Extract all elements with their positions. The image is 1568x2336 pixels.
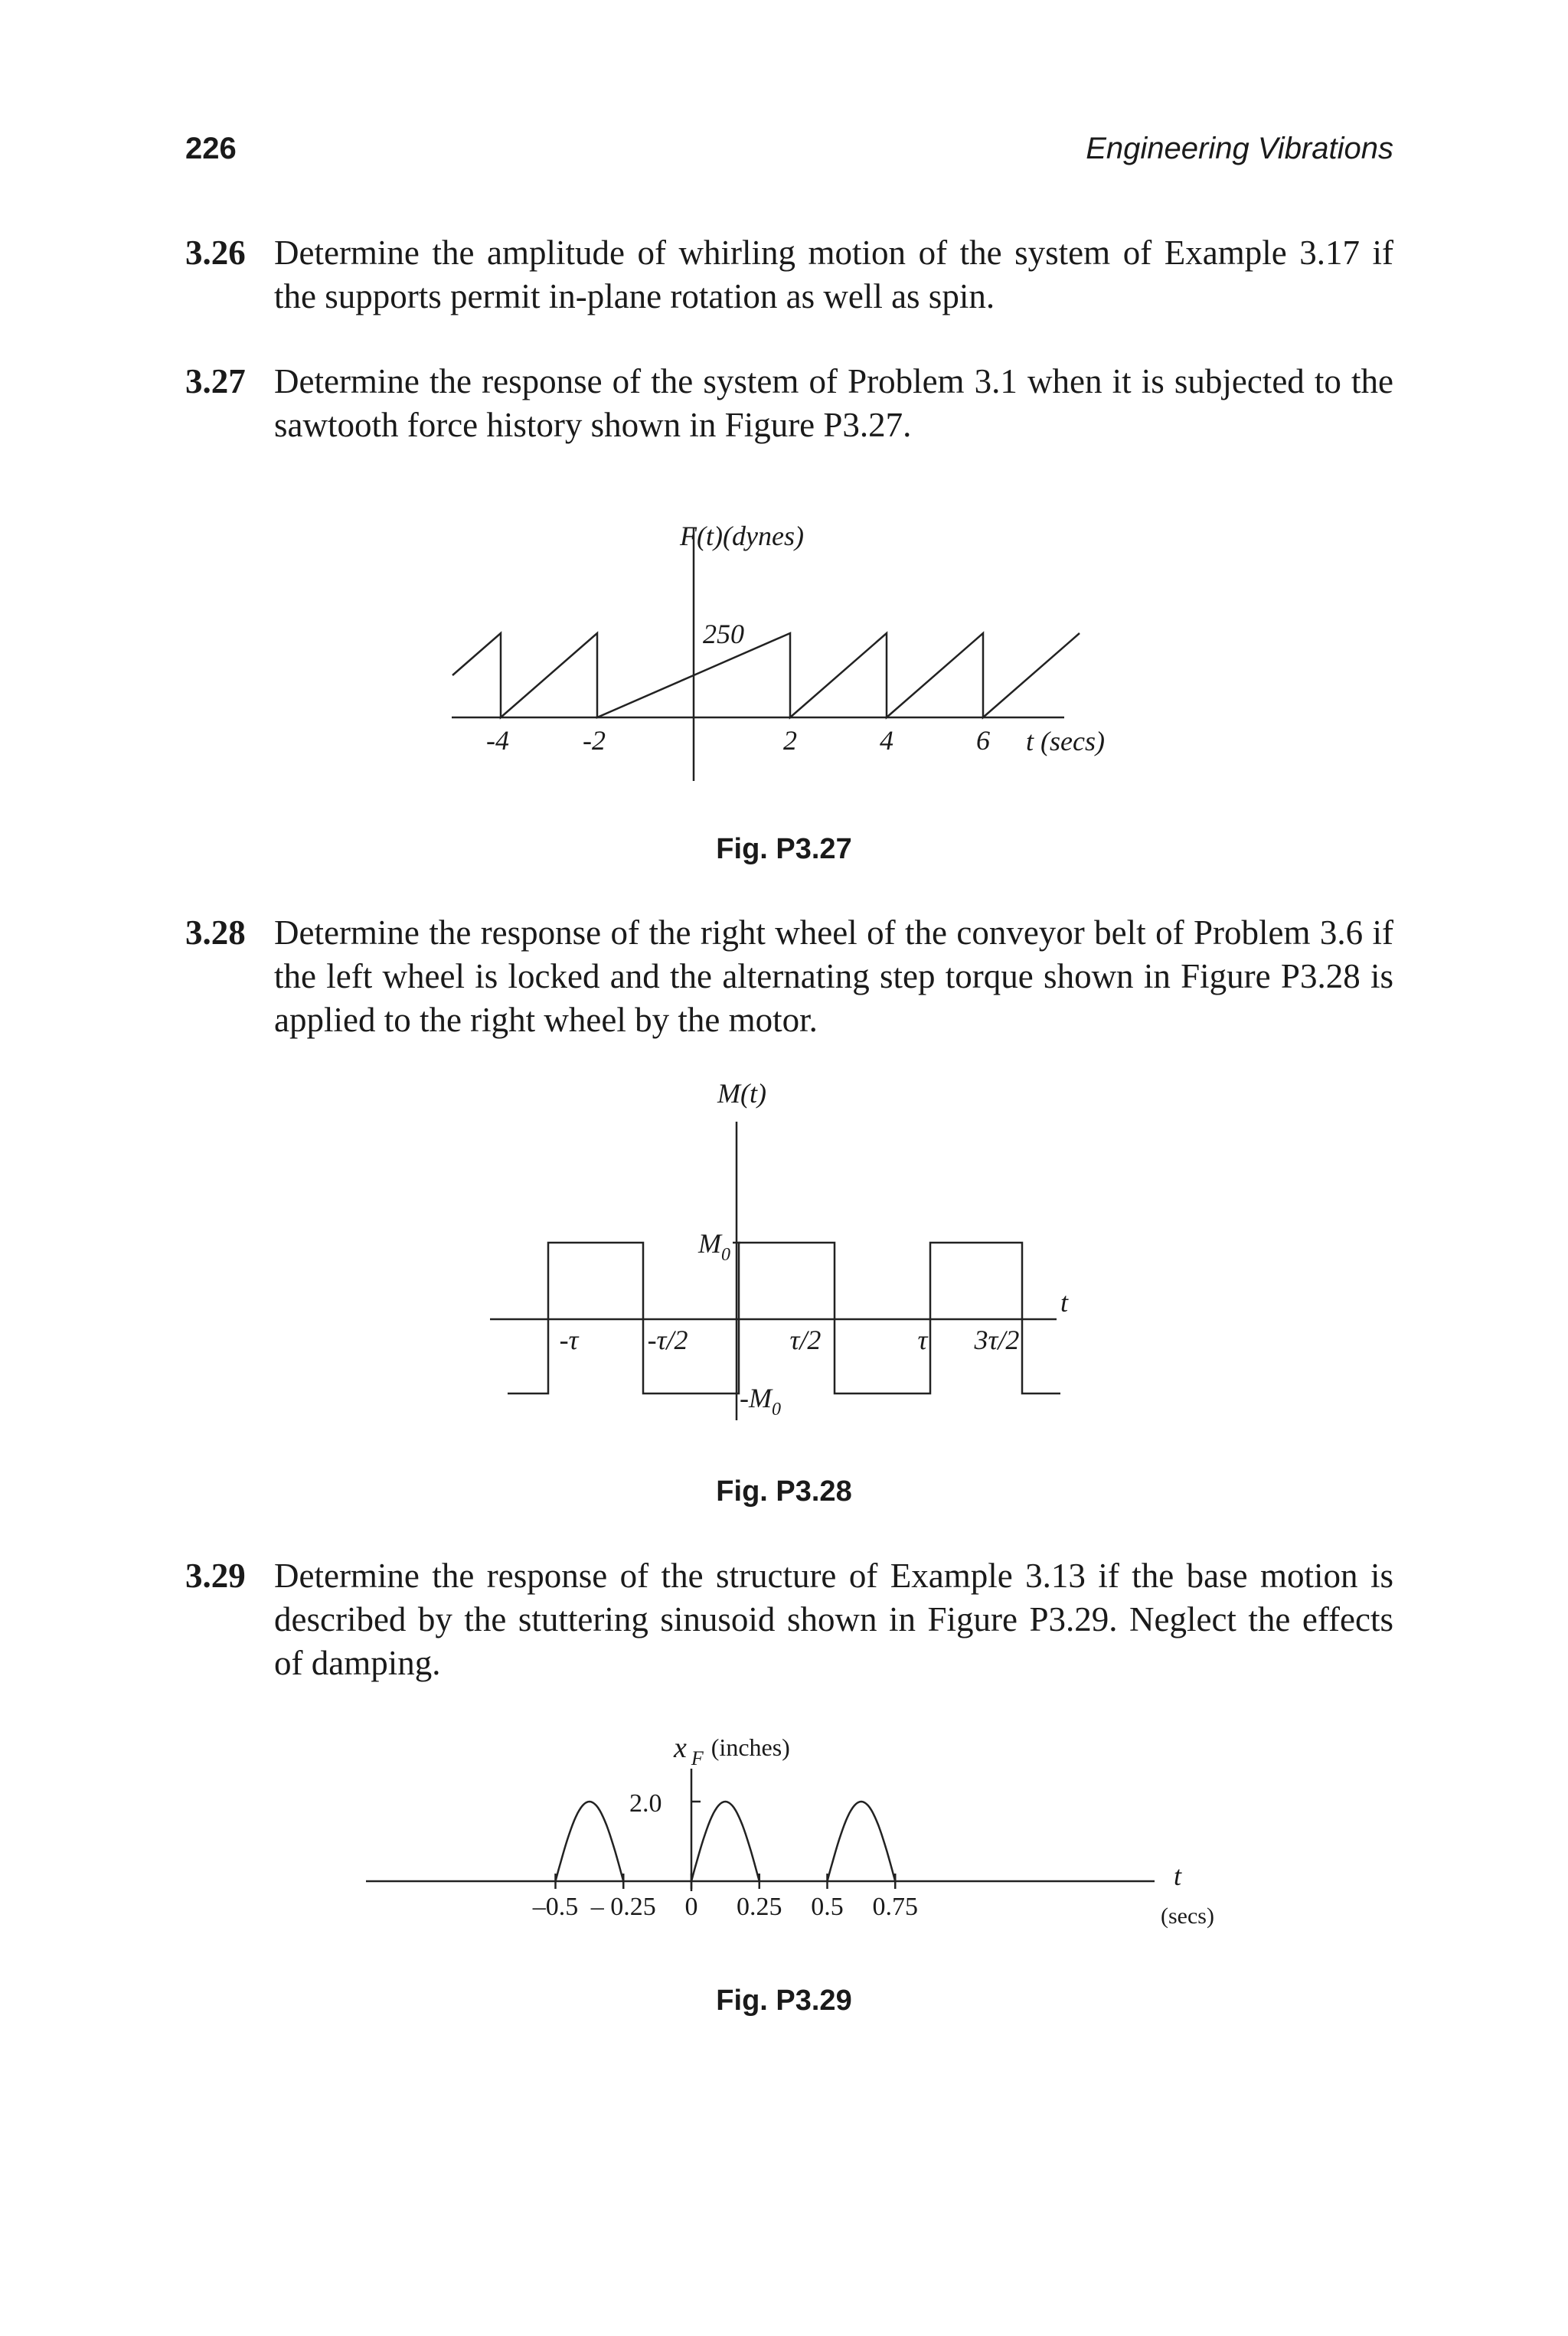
sine-pulse xyxy=(556,1802,624,1881)
problem-number: 3.29 xyxy=(185,1557,246,1595)
x-tick-label: 0 xyxy=(684,1893,698,1921)
x-axis-label: t xyxy=(1060,1287,1069,1318)
y-axis-label: M(t) xyxy=(717,1078,766,1109)
sine-pulse xyxy=(691,1802,760,1881)
x-tick-labels xyxy=(486,725,990,756)
figure-p3-27 xyxy=(0,475,1568,812)
problem-text: Determine the amplitude of whirling motion of the system of Example 3.17 if the supports permit in-plane rotation as well as spin. xyxy=(274,234,1393,315)
sawtooth-wave xyxy=(452,633,1080,717)
problem-3-28 xyxy=(185,911,1393,1042)
problem-3-26 xyxy=(185,231,1393,319)
x-tick-label: τ xyxy=(917,1325,928,1355)
sawtooth-line xyxy=(452,633,1080,717)
problem-number: 3.28 xyxy=(185,913,246,952)
figure-p3-28 xyxy=(0,1064,1568,1439)
x-tick-label: 2 xyxy=(783,725,797,756)
high-level-label: $M_0$ xyxy=(698,1228,730,1265)
figure-p3-29 xyxy=(0,1715,1568,1945)
x-tick-label: 0.25 xyxy=(737,1893,782,1921)
page-number: 226 xyxy=(185,132,237,165)
problem-3-29 xyxy=(185,1554,1393,1685)
x-tick-label: – 0.25 xyxy=(590,1893,656,1921)
figure-caption: Fig. P3.29 xyxy=(716,1985,852,2017)
problem-number: 3.26 xyxy=(185,234,246,272)
y-axis-label: x F (inches) xyxy=(674,1732,790,1769)
x-tick-label: 0.75 xyxy=(872,1893,918,1921)
sine-pulse xyxy=(828,1802,896,1881)
running-title: Engineering Vibrations xyxy=(1086,132,1393,165)
sinusoid-pulses xyxy=(556,1802,896,1881)
x-axis-label: t xyxy=(1174,1861,1182,1891)
x-tick-label: 6 xyxy=(976,725,990,756)
x-tick-label: -2 xyxy=(583,725,606,756)
x-tick-label: 0.5 xyxy=(811,1893,844,1921)
x-tick-label: 3τ/2 xyxy=(974,1325,1020,1355)
figure-caption: Fig. P3.27 xyxy=(716,833,852,865)
x-tick-label: -4 xyxy=(486,725,509,756)
x-axis-unit: (secs) xyxy=(1161,1903,1214,1929)
x-tick-label: -τ xyxy=(559,1325,579,1355)
x-tick-label: –0.5 xyxy=(532,1893,579,1921)
peak-label: 250 xyxy=(703,619,744,649)
problem-number: 3.27 xyxy=(185,362,246,400)
peak-label: 2.0 xyxy=(629,1789,662,1818)
problem-text: Determine the response of the system of Problem 3.1 when it is subjected to the sawtooth force history shown in Figure P3.27. xyxy=(274,362,1393,444)
figure-caption: Fig. P3.28 xyxy=(716,1475,852,1508)
step-torque-wave xyxy=(508,1243,1060,1393)
low-level-label: $-M_0$ xyxy=(740,1383,781,1420)
x-axis-label: t (secs) xyxy=(1026,726,1105,756)
x-tick-label: 4 xyxy=(880,725,893,756)
x-tick-label: τ/2 xyxy=(789,1325,822,1355)
problem-text: Determine the response of the right wheel of the conveyor belt of Problem 3.6 if the left wheel is locked and the alternating step torque shown in Figure P3.28 is applied to the right wheel by the motor. xyxy=(274,913,1393,1039)
y-axis-label: F(t)(dynes) xyxy=(680,521,804,551)
problem-text: Determine the response of the structure of Example 3.13 if the base motion is described by the stuttering sinusoid shown in Figure P3.29. Neglect the effects of damping. xyxy=(274,1557,1393,1682)
x-tick-labels xyxy=(560,1325,1020,1355)
problem-3-27 xyxy=(185,360,1393,447)
x-tick-label: -τ/2 xyxy=(647,1325,688,1355)
